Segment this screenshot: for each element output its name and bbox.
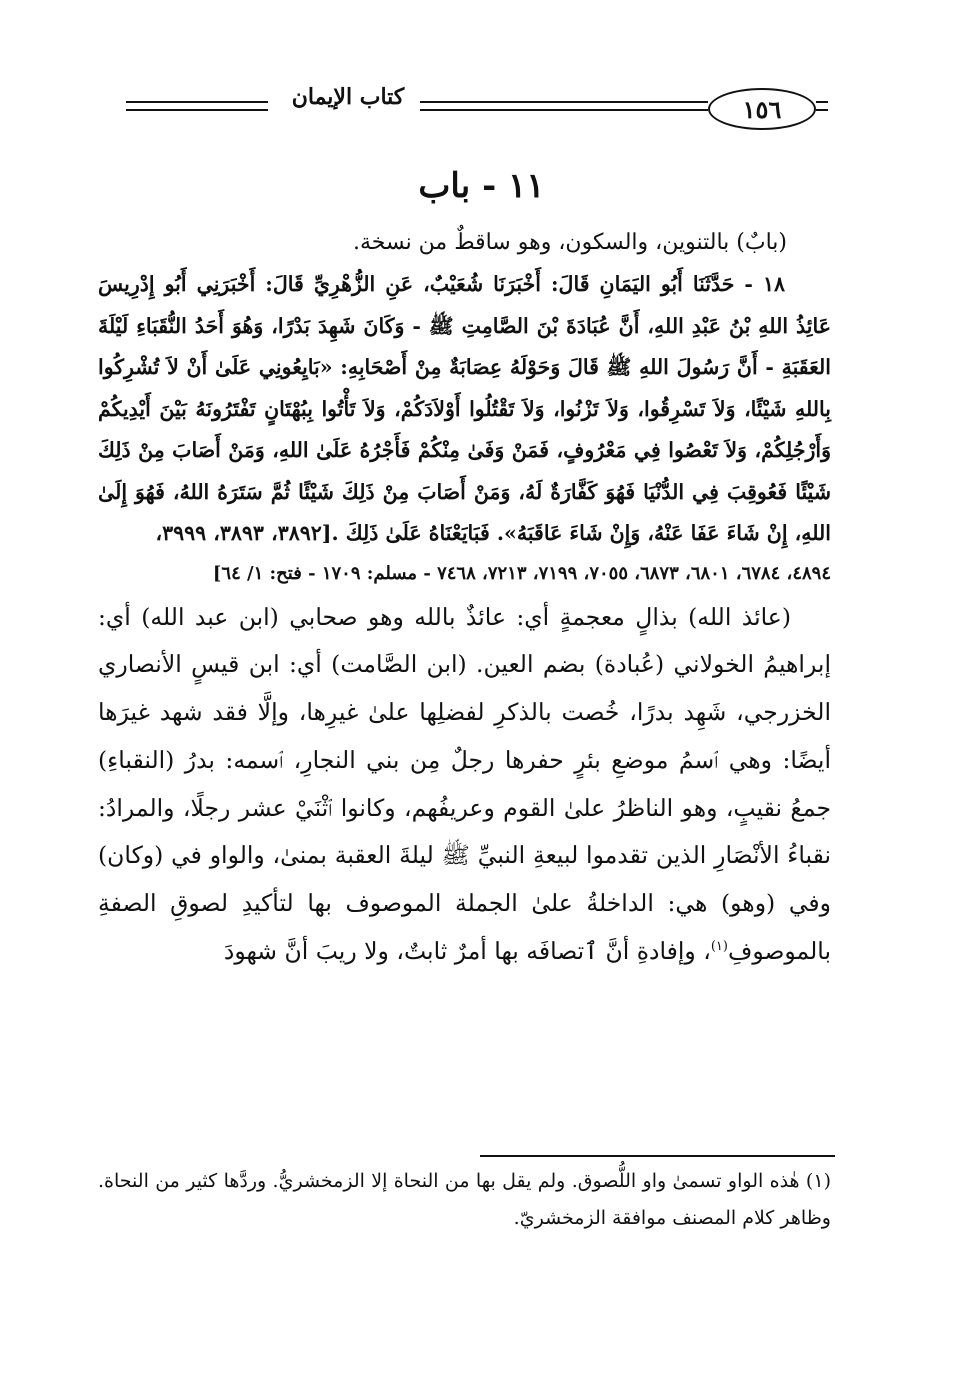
commentary-text: (عائذ الله) بذالٍ معجمةٍ أي: عائذٌ بالله وهو صحابي (ابن عبد الله) أي: إبراهيمُ الخولاني (عُبادة) بضم العين. (ابن الصَّامت) أي: ابن قيسٍ الأنصاري الخزرجي، شَهِد بدرًا، خُصت بالذكرِ لفضلِها علىٰ غيرِها، وإلَّا فقد شهد غيرَها أيضًا: وهي ٱسمُ موضعِ بئرٍ حفرها رجلٌ مِن بني النجارِ، ٱسمه: بدرُ (النقباءِ) جمعُ نقيبٍ، وهو الناظرُ علىٰ القوم وعريفُهم، وكانوا ٱثْنَيْ عشر رجلًا، والمرادُ: نقباءُ الأنْصَارِ الذين تقدموا لبيعةِ النبيِّ ﷺ ليلةَ العقبة بمنىٰ، والواو في (وكان) وفي (وهو) هي: الداخلةُ علىٰ الجملة الموصوف بها لتأكيدِ لصوقِ الصفةِ بالموصوفِ <box>98 602 831 966</box>
commentary-text: ، وإفادةِ أنَّ ٱتصافَه بها أمرٌ ثابتٌ، ولا ريبَ أنَّ شهودَ <box>223 937 711 966</box>
running-header <box>100 80 830 136</box>
hadith-references: ٤٨٩٤، ٦٧٨٤، ٦٨٠١، ٦٨٧٣، ٧٠٥٥، ٧١٩٩، ٧٢١٣، ٧٤٦٨ - مسلم: ١٧٠٩ - فتح: ١/ ٦٤] <box>212 562 831 584</box>
bab-note: (بابٌ) بالتنوين، والسكون، وهو ساقطٌ من نسخة. <box>352 230 787 255</box>
footnote-marker[interactable]: (١) <box>710 939 728 955</box>
header-rule <box>420 101 708 103</box>
header-rule <box>816 109 828 111</box>
footnote: (١) هٰذه الواو تسمىٰ واو اللُّصوق. ولم يقل بها من النحاة إلا الزمخشريُّ. وردَّها كثير من النحاة. وظاهر كلام المصنف موافقة الزمخشريّ. <box>98 1170 831 1229</box>
footnote-separator <box>480 1155 835 1157</box>
header-rule <box>816 101 828 103</box>
header-rule <box>126 109 268 111</box>
commentary <box>98 594 831 976</box>
chapter-heading: ١١ - باب <box>418 166 545 206</box>
header-rule <box>420 109 708 111</box>
page-number: ١٥٦ <box>708 88 816 130</box>
hadith-text: ١٨ - حَدَّثَنَا أَبُو اليَمَانِ قَالَ: أَخْبَرَنَا شُعَيْبٌ، عَنِ الزُّهْرِيِّ قَالَ: أَخْبَرَنِي أَبُو إِدْرِيسَ عَائِذُ اللهِ بْنُ عَبْدِ اللهِ، أَنَّ عُبَادَةَ بْنَ الصَّامِتِ ﷺ - وَكَانَ شَهِدَ بَدْرًا، وَهُوَ أَحَدُ النُّقَبَاءِ لَيْلَةَ العَقَبَةِ - أَنَّ رَسُولَ اللهِ ﷺ قَالَ وَحَوْلَهُ عِصَابَةٌ مِنْ أَصْحَابِهِ: «بَايِعُونِي عَلَىٰ أَنْ لاَ تُشْرِكُوا بِاللهِ شَيْئًا، وَلاَ تَسْرِقُوا، وَلاَ تَزْنُوا، وَلاَ تَقْتُلُوا أَوْلاَدَكُمْ، وَلاَ تَأْتُوا بِبُهْتَانٍ تَفْتَرُونَهُ بَيْنَ أَيْدِيكُمْ وَأَرْجُلِكُمْ، وَلاَ تَعْصُوا فِي مَعْرُوفٍ، فَمَنْ وَفَىٰ مِنْكُمْ فَأَجْرُهُ عَلَىٰ اللهِ، وَمَنْ أَصَابَ مِنْ ذَلِكَ شَيْئًا فَعُوقِبَ فِي الدُّنْيَا فَهُوَ كَفَّارَةٌ لَهُ، وَمَنْ أَصَابَ مِنْ ذَلِكَ شَيْئًا ثُمَّ سَتَرَهُ اللهُ، فَهُوَ إِلَىٰ اللهِ، إِنْ شَاءَ عَفَا عَنْهُ، وَإِنْ شَاءَ عَاقَبَهُ». فَبَايَعْنَاهُ عَلَىٰ ذَلِكَ .[٣٨٩٢، ٣٨٩٣، ٣٩٩٩، <box>98 272 831 545</box>
book-title: كتاب الإيمان <box>291 84 405 110</box>
main-text <box>98 222 831 976</box>
header-rule <box>126 101 268 103</box>
